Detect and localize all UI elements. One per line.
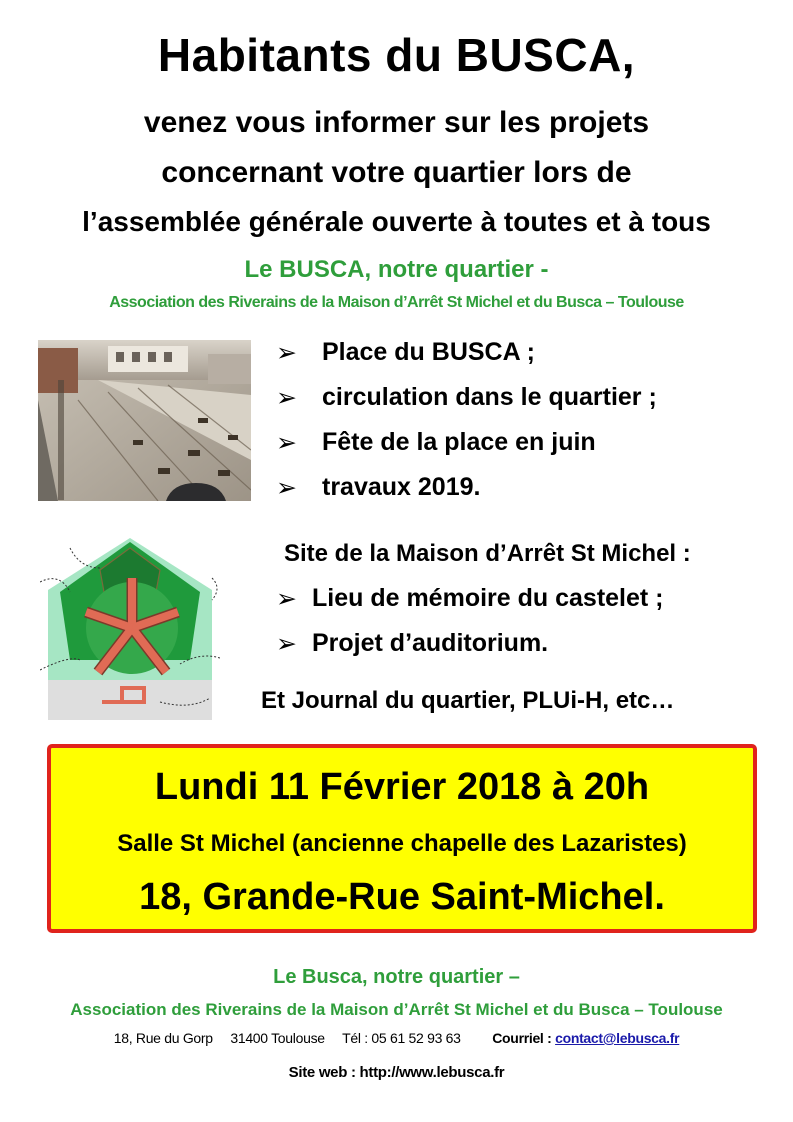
list-item: ➢ Lieu de mémoire du castelet ; [276,584,664,613]
prison-site-heading: Site de la Maison d’Arrêt St Michel : [284,540,691,567]
topics-list [276,338,657,518]
intro-line-1: venez vous informer sur les projets [143,106,650,139]
association-full-name: Association des Riverains de la Maison d’Arrêt St Michel et du Busca – Toulouse [109,294,684,311]
event-date: Lundi 11 Février 2018 à 20h [154,766,650,808]
list-item: ➢ circulation dans le quartier ; [276,383,657,412]
list-item: ➢ travaux 2019. [276,473,481,502]
list-item: ➢ Projet d’auditorium. [276,629,549,658]
footer-email-label: Courriel : [492,1030,552,1046]
arrow-bullet-icon: ➢ [276,630,297,658]
arrow-bullet-icon: ➢ [276,384,297,412]
intro-line-3: l’assemblée générale ouverte à toutes et à tous [82,206,711,237]
footer-email-link[interactable]: contact@lebusca.fr [555,1030,680,1046]
footer-contact-line [0,1030,793,1046]
list-item: ➢ Fête de la place en juin [276,428,596,457]
footer-city: 31400 Toulouse [230,1030,325,1046]
list-item: ➢ Place du BUSCA ; [276,338,536,367]
event-details-box [47,744,757,933]
prison-site-plan-illustration [40,530,220,720]
event-venue: Salle St Michel (ancienne chapelle des Lazaristes) [117,830,687,857]
poster-title: Habitants du BUSCA, [157,29,636,81]
footer-association-name: Le Busca, notre quartier – [273,966,520,988]
intro-line-2: concernant votre quartier lors de [161,156,632,189]
footer-phone: Tél : 05 61 52 93 63 [342,1030,461,1046]
arrow-bullet-icon: ➢ [276,585,297,613]
arrow-bullet-icon: ➢ [276,429,297,457]
event-address: 18, Grande-Rue Saint-Michel. [139,876,665,918]
association-short-name: Le BUSCA, notre quartier - [244,256,549,283]
footer-association-full-name: Association des Riverains de la Maison d’Arrêt St Michel et du Busca – Toulouse [70,1000,723,1019]
other-topics-line: Et Journal du quartier, PLUi-H, etc… [261,687,675,714]
footer-website[interactable]: Site web : http://www.lebusca.fr [288,1064,505,1081]
site-projects-list [276,584,664,674]
footer-street: 18, Rue du Gorp [113,1030,213,1046]
arrow-bullet-icon: ➢ [276,474,297,502]
place-du-busca-photo [38,340,251,501]
arrow-bullet-icon: ➢ [276,339,297,367]
